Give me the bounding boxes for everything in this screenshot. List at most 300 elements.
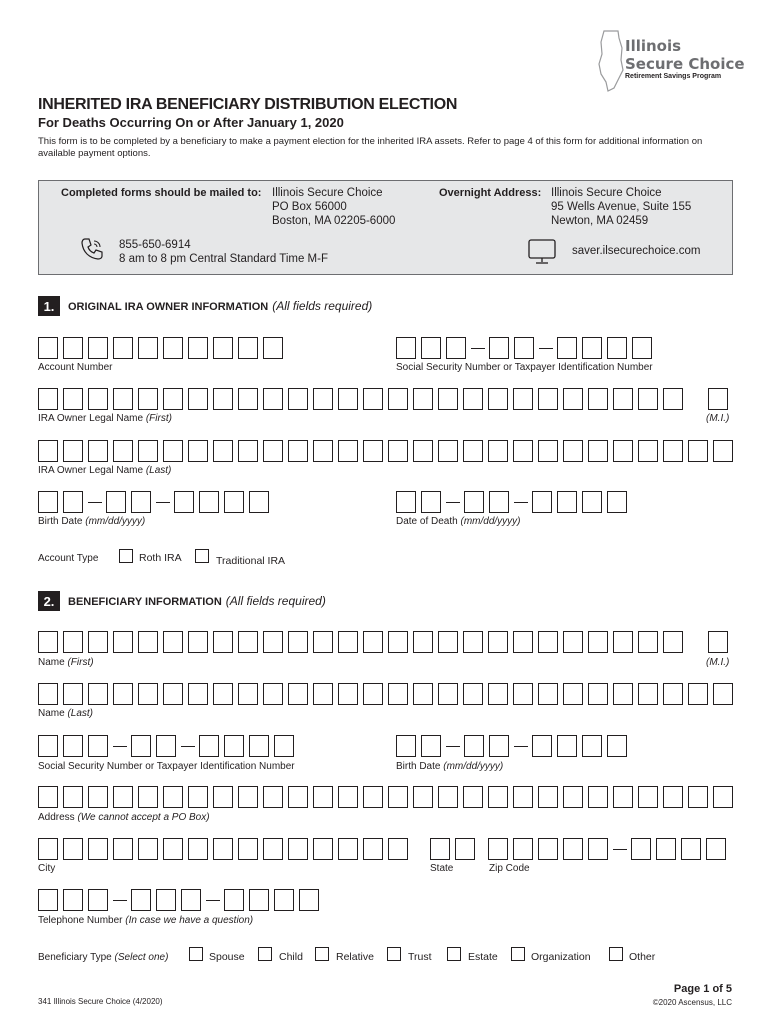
- bene-address-field[interactable]: [38, 786, 738, 808]
- char-box[interactable]: [288, 631, 308, 653]
- char-box[interactable]: [181, 889, 201, 911]
- bene-type-label-spouse: Spouse: [209, 951, 245, 963]
- char-box[interactable]: [156, 735, 176, 757]
- separator-dash: [88, 502, 102, 503]
- bene-type-label-organization: Organization: [531, 951, 591, 963]
- char-box[interactable]: [388, 440, 408, 462]
- char-box[interactable]: [63, 440, 83, 462]
- char-box[interactable]: [88, 735, 108, 757]
- char-box[interactable]: [582, 491, 602, 513]
- bene-birth-date-label: Birth Date (mm/dd/yyyy): [396, 761, 504, 772]
- char-box[interactable]: [113, 440, 133, 462]
- char-box[interactable]: [538, 683, 558, 705]
- bene-type-checkbox-other[interactable]: [609, 947, 623, 961]
- char-box[interactable]: [613, 388, 633, 410]
- char-box[interactable]: [413, 631, 433, 653]
- bene-zip-field[interactable]: [488, 838, 731, 860]
- intro-text: This form is to be completed by a beneficiary to make a payment election for the inherited IRA assets. Refer to page 4 of this form for additional information on available payment options.: [38, 136, 703, 159]
- char-box[interactable]: [213, 440, 233, 462]
- char-box[interactable]: [638, 631, 658, 653]
- char-box[interactable]: [532, 735, 552, 757]
- char-box[interactable]: [338, 631, 358, 653]
- char-box[interactable]: [163, 440, 183, 462]
- char-box[interactable]: [238, 683, 258, 705]
- char-box[interactable]: [421, 491, 441, 513]
- char-box[interactable]: [438, 440, 458, 462]
- char-box[interactable]: [38, 889, 58, 911]
- char-box[interactable]: [338, 786, 358, 808]
- char-box[interactable]: [688, 786, 708, 808]
- separator-dash: [539, 348, 553, 349]
- char-box[interactable]: [489, 491, 509, 513]
- char-box[interactable]: [288, 683, 308, 705]
- owner-ssn-field[interactable]: [396, 337, 657, 359]
- char-box[interactable]: [563, 683, 583, 705]
- account-number-field[interactable]: [38, 337, 288, 359]
- phone-number: 855-650-6914: [119, 239, 191, 251]
- char-box[interactable]: [63, 683, 83, 705]
- char-box[interactable]: [188, 388, 208, 410]
- char-box[interactable]: [632, 337, 652, 359]
- computer-icon: [527, 239, 557, 265]
- char-box[interactable]: [88, 786, 108, 808]
- char-box[interactable]: [213, 337, 233, 359]
- char-box[interactable]: [63, 491, 83, 513]
- char-box[interactable]: [663, 683, 683, 705]
- char-box[interactable]: [488, 683, 508, 705]
- char-box[interactable]: [388, 683, 408, 705]
- char-box[interactable]: [138, 440, 158, 462]
- char-box[interactable]: [538, 838, 558, 860]
- char-box[interactable]: [249, 735, 269, 757]
- bene-ssn-label: Social Security Number or Taxpayer Identification Number: [38, 761, 295, 772]
- char-box[interactable]: [88, 337, 108, 359]
- char-box[interactable]: [413, 440, 433, 462]
- char-box[interactable]: [363, 838, 383, 860]
- bene-phone-field[interactable]: [38, 889, 324, 911]
- char-box[interactable]: [313, 838, 333, 860]
- char-box[interactable]: [488, 388, 508, 410]
- char-box[interactable]: [299, 889, 319, 911]
- char-box[interactable]: [464, 491, 484, 513]
- char-box[interactable]: [638, 440, 658, 462]
- bene-type-checkbox-child[interactable]: [258, 947, 272, 961]
- char-box[interactable]: [249, 491, 269, 513]
- overnight-line-3: Newton, MA 02459: [551, 215, 649, 227]
- owner-first-name-field[interactable]: [38, 388, 688, 410]
- char-box[interactable]: [263, 786, 283, 808]
- char-box[interactable]: [563, 838, 583, 860]
- char-box[interactable]: [113, 337, 133, 359]
- char-box[interactable]: [138, 631, 158, 653]
- char-box[interactable]: [163, 838, 183, 860]
- char-box[interactable]: [631, 838, 651, 860]
- char-box[interactable]: [708, 631, 728, 653]
- owner-ssn-label: Social Security Number or Taxpayer Identification Number: [396, 362, 653, 373]
- char-box[interactable]: [63, 786, 83, 808]
- char-box[interactable]: [463, 388, 483, 410]
- char-box[interactable]: [174, 491, 194, 513]
- char-box[interactable]: [213, 838, 233, 860]
- char-box[interactable]: [88, 683, 108, 705]
- bene-state-field[interactable]: [430, 838, 480, 860]
- char-box[interactable]: [38, 735, 58, 757]
- char-box[interactable]: [514, 337, 534, 359]
- char-box[interactable]: [413, 786, 433, 808]
- char-box[interactable]: [113, 388, 133, 410]
- char-box[interactable]: [156, 889, 176, 911]
- char-box[interactable]: [563, 631, 583, 653]
- bene-type-checkbox-relative[interactable]: [315, 947, 329, 961]
- traditional-ira-checkbox[interactable]: [195, 549, 209, 563]
- char-box[interactable]: [363, 631, 383, 653]
- char-box[interactable]: [63, 337, 83, 359]
- char-box[interactable]: [138, 388, 158, 410]
- char-box[interactable]: [213, 683, 233, 705]
- char-box[interactable]: [563, 440, 583, 462]
- char-box[interactable]: [513, 631, 533, 653]
- bene-type-label-relative: Relative: [336, 951, 374, 963]
- char-box[interactable]: [421, 337, 441, 359]
- char-box[interactable]: [38, 786, 58, 808]
- bene-city-field[interactable]: [38, 838, 413, 860]
- char-box[interactable]: [488, 631, 508, 653]
- char-box[interactable]: [238, 786, 258, 808]
- traditional-ira-label: Traditional IRA: [216, 555, 286, 567]
- char-box[interactable]: [464, 735, 484, 757]
- char-box[interactable]: [438, 683, 458, 705]
- bene-type-label: Beneficiary Type (Select one): [38, 952, 169, 963]
- char-box[interactable]: [363, 786, 383, 808]
- bene-birth-date-field[interactable]: [396, 735, 632, 757]
- char-box[interactable]: [288, 838, 308, 860]
- char-box[interactable]: [663, 440, 683, 462]
- char-box[interactable]: [582, 337, 602, 359]
- char-box[interactable]: [313, 683, 333, 705]
- char-box[interactable]: [63, 735, 83, 757]
- bene-type-checkbox-estate[interactable]: [447, 947, 461, 961]
- char-box[interactable]: [446, 337, 466, 359]
- char-box[interactable]: [532, 491, 552, 513]
- char-box[interactable]: [388, 388, 408, 410]
- footer-page-number: Page 1 of 5: [673, 983, 732, 995]
- char-box[interactable]: [238, 838, 258, 860]
- separator-dash: [181, 746, 195, 747]
- char-box[interactable]: [513, 786, 533, 808]
- char-box[interactable]: [582, 735, 602, 757]
- char-box[interactable]: [113, 786, 133, 808]
- bene-zip-label: Zip Code: [489, 863, 530, 874]
- separator-dash: [446, 502, 460, 503]
- char-box[interactable]: [113, 631, 133, 653]
- char-box[interactable]: [63, 889, 83, 911]
- bene-phone-label: Telephone Number (In case we have a question): [38, 915, 254, 926]
- char-box[interactable]: [163, 337, 183, 359]
- char-box[interactable]: [288, 388, 308, 410]
- char-box[interactable]: [463, 440, 483, 462]
- char-box[interactable]: [131, 889, 151, 911]
- owner-birth-date-label: Birth Date (mm/dd/yyyy): [38, 516, 146, 527]
- char-box[interactable]: [38, 838, 58, 860]
- separator-dash: [613, 849, 627, 850]
- char-box[interactable]: [88, 631, 108, 653]
- bene-first-name-field[interactable]: [38, 631, 688, 653]
- char-box[interactable]: [438, 388, 458, 410]
- owner-death-date-field[interactable]: [396, 491, 632, 513]
- char-box[interactable]: [88, 838, 108, 860]
- char-box[interactable]: [708, 388, 728, 410]
- char-box[interactable]: [463, 631, 483, 653]
- char-box[interactable]: [288, 440, 308, 462]
- char-box[interactable]: [313, 388, 333, 410]
- char-box[interactable]: [188, 337, 208, 359]
- char-box[interactable]: [557, 491, 577, 513]
- char-box[interactable]: [688, 683, 708, 705]
- owner-last-name-label: IRA Owner Legal Name (Last): [38, 465, 172, 476]
- char-box[interactable]: [607, 735, 627, 757]
- char-box[interactable]: [396, 735, 416, 757]
- char-box[interactable]: [199, 735, 219, 757]
- char-box[interactable]: [138, 337, 158, 359]
- char-box[interactable]: [489, 337, 509, 359]
- char-box[interactable]: [188, 786, 208, 808]
- roth-ira-label: Roth IRA: [139, 552, 182, 564]
- mailed-line-3: Boston, MA 02205-6000: [272, 215, 396, 227]
- char-box[interactable]: [238, 440, 258, 462]
- char-box[interactable]: [513, 440, 533, 462]
- owner-mi-field[interactable]: [708, 388, 733, 410]
- char-box[interactable]: [88, 388, 108, 410]
- char-box[interactable]: [313, 440, 333, 462]
- separator-dash: [514, 502, 528, 503]
- owner-first-name-label: IRA Owner Legal Name (First): [38, 413, 172, 424]
- char-box[interactable]: [38, 337, 58, 359]
- char-box[interactable]: [488, 440, 508, 462]
- char-box[interactable]: [413, 683, 433, 705]
- char-box[interactable]: [288, 786, 308, 808]
- char-box[interactable]: [106, 491, 126, 513]
- char-box[interactable]: [638, 786, 658, 808]
- char-box[interactable]: [513, 683, 533, 705]
- owner-last-name-field[interactable]: [38, 440, 738, 462]
- char-box[interactable]: [438, 631, 458, 653]
- char-box[interactable]: [413, 388, 433, 410]
- char-box[interactable]: [313, 786, 333, 808]
- char-box[interactable]: [163, 631, 183, 653]
- owner-death-date-label: Date of Death (mm/dd/yyyy): [396, 516, 521, 527]
- char-box[interactable]: [513, 388, 533, 410]
- char-box[interactable]: [131, 491, 151, 513]
- char-box[interactable]: [199, 491, 219, 513]
- char-box[interactable]: [421, 735, 441, 757]
- bene-type-label-estate: Estate: [468, 951, 498, 963]
- char-box[interactable]: [438, 786, 458, 808]
- char-box[interactable]: [488, 838, 508, 860]
- char-box[interactable]: [238, 631, 258, 653]
- char-box[interactable]: [489, 735, 509, 757]
- section-2-note: (All fields required): [225, 594, 326, 608]
- char-box[interactable]: [274, 735, 294, 757]
- section-2-title: BENEFICIARY INFORMATION (All fields required): [68, 594, 326, 608]
- char-box[interactable]: [588, 440, 608, 462]
- char-box[interactable]: [557, 337, 577, 359]
- char-box[interactable]: [313, 631, 333, 653]
- footer-copyright: ©2020 Ascensus, LLC: [652, 998, 732, 1007]
- char-box[interactable]: [563, 388, 583, 410]
- char-box[interactable]: [538, 388, 558, 410]
- char-box[interactable]: [706, 838, 726, 860]
- separator-dash: [206, 900, 220, 901]
- char-box[interactable]: [463, 683, 483, 705]
- separator-dash: [113, 746, 127, 747]
- char-box[interactable]: [188, 440, 208, 462]
- char-box[interactable]: [588, 683, 608, 705]
- bene-type-checkbox-organization[interactable]: [511, 947, 525, 961]
- char-box[interactable]: [713, 440, 733, 462]
- char-box[interactable]: [63, 631, 83, 653]
- char-box[interactable]: [688, 440, 708, 462]
- mailed-line-1: Illinois Secure Choice: [272, 187, 383, 199]
- char-box[interactable]: [163, 786, 183, 808]
- char-box[interactable]: [557, 735, 577, 757]
- char-box[interactable]: [430, 838, 450, 860]
- char-box[interactable]: [663, 388, 683, 410]
- section-1-number: 1.: [38, 296, 60, 316]
- char-box[interactable]: [263, 683, 283, 705]
- char-box[interactable]: [613, 631, 633, 653]
- char-box[interactable]: [38, 388, 58, 410]
- bene-last-name-field[interactable]: [38, 683, 738, 705]
- bene-ssn-field[interactable]: [38, 735, 299, 757]
- char-box[interactable]: [88, 889, 108, 911]
- char-box[interactable]: [588, 631, 608, 653]
- char-box[interactable]: [138, 683, 158, 705]
- char-box[interactable]: [38, 491, 58, 513]
- char-box[interactable]: [188, 631, 208, 653]
- char-box[interactable]: [455, 838, 475, 860]
- char-box[interactable]: [163, 388, 183, 410]
- owner-birth-date-field[interactable]: [38, 491, 274, 513]
- char-box[interactable]: [656, 838, 676, 860]
- char-box[interactable]: [213, 631, 233, 653]
- mailing-info-box: [38, 180, 733, 275]
- char-box[interactable]: [113, 838, 133, 860]
- char-box[interactable]: [513, 838, 533, 860]
- char-box[interactable]: [638, 388, 658, 410]
- char-box[interactable]: [249, 889, 269, 911]
- bene-type-label-child: Child: [279, 951, 303, 963]
- char-box[interactable]: [88, 440, 108, 462]
- char-box[interactable]: [388, 631, 408, 653]
- char-box[interactable]: [38, 683, 58, 705]
- char-box[interactable]: [38, 440, 58, 462]
- char-box[interactable]: [138, 786, 158, 808]
- char-box[interactable]: [396, 491, 416, 513]
- char-box[interactable]: [663, 631, 683, 653]
- char-box[interactable]: [588, 786, 608, 808]
- bene-mi-field[interactable]: [708, 631, 733, 653]
- section-2-number: 2.: [38, 591, 60, 611]
- char-box[interactable]: [563, 786, 583, 808]
- char-box[interactable]: [613, 786, 633, 808]
- char-box[interactable]: [63, 838, 83, 860]
- char-box[interactable]: [338, 838, 358, 860]
- char-box[interactable]: [638, 683, 658, 705]
- char-box[interactable]: [263, 388, 283, 410]
- char-box[interactable]: [224, 491, 244, 513]
- char-box[interactable]: [613, 683, 633, 705]
- char-box[interactable]: [607, 337, 627, 359]
- char-box[interactable]: [138, 838, 158, 860]
- char-box[interactable]: [38, 631, 58, 653]
- footer-form-id: 341 Illinois Secure Choice (4/2020): [38, 997, 163, 1006]
- char-box[interactable]: [388, 838, 408, 860]
- char-box[interactable]: [188, 838, 208, 860]
- char-box[interactable]: [713, 786, 733, 808]
- char-box[interactable]: [263, 337, 283, 359]
- char-box[interactable]: [213, 388, 233, 410]
- char-box[interactable]: [681, 838, 701, 860]
- phone-icon: [79, 236, 105, 262]
- mailed-label: Completed forms should be mailed to:: [61, 187, 262, 199]
- char-box[interactable]: [338, 440, 358, 462]
- char-box[interactable]: [538, 631, 558, 653]
- char-box[interactable]: [63, 388, 83, 410]
- char-box[interactable]: [538, 786, 558, 808]
- char-box[interactable]: [238, 337, 258, 359]
- logo-line-1: Illinois: [625, 37, 682, 55]
- char-box[interactable]: [163, 683, 183, 705]
- char-box[interactable]: [213, 786, 233, 808]
- char-box[interactable]: [463, 786, 483, 808]
- roth-ira-checkbox[interactable]: [119, 549, 133, 563]
- char-box[interactable]: [363, 683, 383, 705]
- char-box[interactable]: [607, 491, 627, 513]
- char-box[interactable]: [238, 388, 258, 410]
- char-box[interactable]: [263, 838, 283, 860]
- char-box[interactable]: [274, 889, 294, 911]
- bene-mi-label: (M.I.): [706, 657, 730, 668]
- section-1-note: (All fields required): [272, 299, 373, 313]
- char-box[interactable]: [338, 683, 358, 705]
- char-box[interactable]: [224, 735, 244, 757]
- bene-type-checkbox-trust[interactable]: [387, 947, 401, 961]
- char-box[interactable]: [363, 440, 383, 462]
- char-box[interactable]: [613, 440, 633, 462]
- char-box[interactable]: [588, 388, 608, 410]
- char-box[interactable]: [263, 631, 283, 653]
- account-type-label: Account Type: [38, 553, 99, 564]
- bene-type-checkbox-spouse[interactable]: [189, 947, 203, 961]
- char-box[interactable]: [224, 889, 244, 911]
- owner-mi-label: (M.I.): [706, 413, 730, 424]
- form-title: INHERITED IRA BENEFICIARY DISTRIBUTION ELECTION: [38, 96, 458, 113]
- char-box[interactable]: [488, 786, 508, 808]
- overnight-line-2: 95 Wells Avenue, Suite 155: [551, 201, 692, 213]
- char-box[interactable]: [588, 838, 608, 860]
- char-box[interactable]: [188, 683, 208, 705]
- char-box[interactable]: [363, 388, 383, 410]
- char-box[interactable]: [263, 440, 283, 462]
- char-box[interactable]: [538, 440, 558, 462]
- char-box[interactable]: [338, 388, 358, 410]
- char-box[interactable]: [113, 683, 133, 705]
- char-box[interactable]: [388, 786, 408, 808]
- char-box[interactable]: [131, 735, 151, 757]
- char-box[interactable]: [713, 683, 733, 705]
- char-box[interactable]: [396, 337, 416, 359]
- char-box[interactable]: [663, 786, 683, 808]
